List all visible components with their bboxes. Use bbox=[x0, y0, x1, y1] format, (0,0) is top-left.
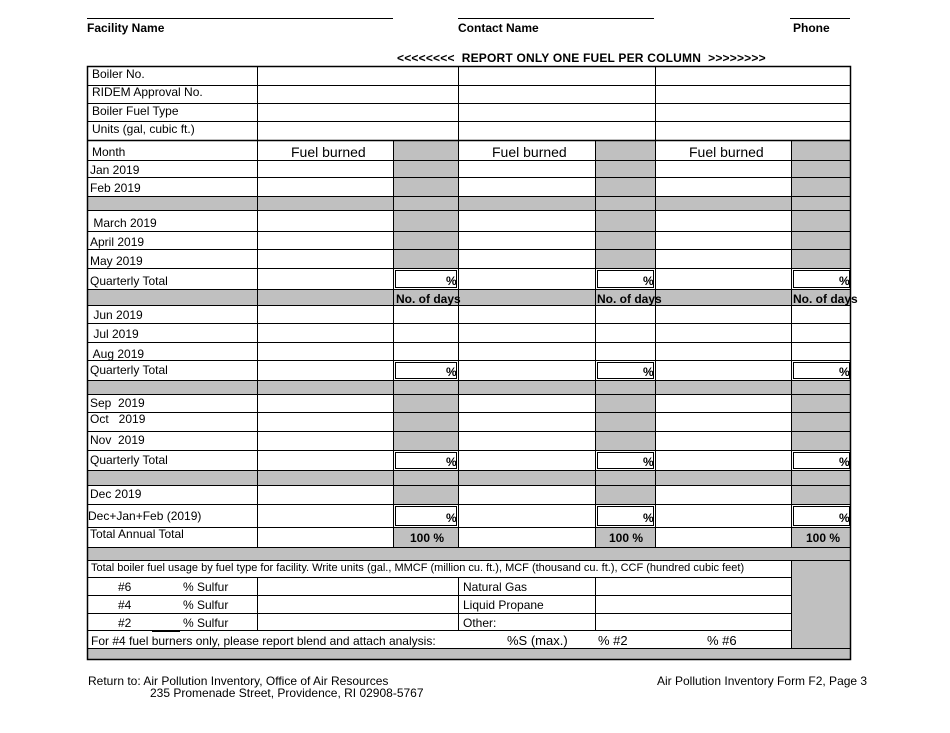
other-fuel-label: Other: bbox=[463, 616, 497, 630]
pct-q2-c2: % bbox=[643, 365, 654, 379]
month-header: Month bbox=[92, 145, 126, 159]
month-nov: Nov 2019 bbox=[90, 433, 145, 447]
phone-label: Phone bbox=[793, 21, 830, 35]
pct-q4-c2: % bbox=[643, 511, 654, 525]
no-of-days-2: No. of days bbox=[597, 292, 662, 306]
oil4-label: #4 bbox=[118, 598, 132, 612]
pct-q2-c1: % bbox=[446, 365, 457, 379]
no-of-days-3: No. of days bbox=[793, 292, 858, 306]
month-dec: Dec 2019 bbox=[90, 487, 142, 501]
pct-q3-c3: % bbox=[839, 455, 850, 469]
pct-q1-c3: % bbox=[839, 274, 850, 288]
month-jun: Jun 2019 bbox=[90, 308, 143, 322]
annual-pct-3: 100 % bbox=[806, 531, 841, 545]
month-jul: Jul 2019 bbox=[90, 327, 139, 341]
oil2-label: #2 bbox=[118, 616, 132, 630]
month-oct: Oct 2019 bbox=[90, 412, 146, 426]
quarterly-total-3: Quarterly Total bbox=[90, 453, 168, 467]
annual-pct-1: 100 % bbox=[410, 531, 445, 545]
pct-q3-c1: % bbox=[446, 455, 457, 469]
month-may: May 2019 bbox=[90, 254, 143, 268]
fuel-burned-header-2: Fuel burned bbox=[492, 144, 567, 160]
pct-q3-c2: % bbox=[643, 455, 654, 469]
quarterly-total-2: Quarterly Total bbox=[90, 363, 168, 377]
month-feb: Feb 2019 bbox=[90, 181, 141, 195]
pct-no6-label: % #6 bbox=[707, 633, 737, 648]
pct-q1-c2: % bbox=[643, 274, 654, 288]
report-banner: <<<<<<<< REPORT ONLY ONE FUEL PER COLUMN >>>>>>>> bbox=[397, 51, 766, 65]
summary-instructions: Total boiler fuel usage by fuel type for facility. Write units (gal., MMCF (million cu. ft.), MCF (thousand cu. ft.), CCF (hundred cubic feet) bbox=[91, 562, 745, 574]
month-mar: March 2019 bbox=[90, 216, 157, 230]
quarterly-total-1: Quarterly Total bbox=[90, 274, 168, 288]
ridem-approval-label: RIDEM Approval No. bbox=[92, 85, 203, 99]
facility-name-label: Facility Name bbox=[87, 21, 165, 35]
pct-q2-c3: % bbox=[839, 365, 850, 379]
fuel-burned-header-1: Fuel burned bbox=[291, 144, 366, 160]
liquid-propane-label: Liquid Propane bbox=[463, 598, 544, 612]
contact-name-label: Contact Name bbox=[458, 21, 539, 35]
boiler-no-label: Boiler No. bbox=[92, 67, 145, 81]
month-apr: April 2019 bbox=[90, 235, 145, 249]
pct-q4-c1: % bbox=[446, 511, 457, 525]
annual-pct-2: 100 % bbox=[609, 531, 644, 545]
oil2-sulfur-label: % Sulfur bbox=[183, 616, 229, 630]
month-aug: Aug 2019 bbox=[90, 347, 145, 361]
oil6-label: #6 bbox=[118, 580, 132, 594]
return-address: 235 Promenade Street, Providence, RI 02908-5767 bbox=[150, 686, 424, 700]
form-id: Air Pollution Inventory Form F2, Page 3 bbox=[657, 674, 868, 688]
boiler-fuel-type-label: Boiler Fuel Type bbox=[92, 104, 179, 118]
units-label: Units (gal, cubic ft.) bbox=[92, 122, 195, 136]
no-of-days-1: No. of days bbox=[396, 292, 461, 306]
pct-q4-c3: % bbox=[839, 511, 850, 525]
month-dec-jan-feb: Dec+Jan+Feb (2019) bbox=[88, 509, 202, 523]
s-max-label: %S (max.) bbox=[507, 633, 568, 648]
oil4-sulfur-label: % Sulfur bbox=[183, 598, 229, 612]
fuel-burned-header-3: Fuel burned bbox=[689, 144, 764, 160]
blend-note: For #4 fuel burners only, please report blend and attach analysis: bbox=[91, 634, 436, 648]
return-to-text: Return to: Air Pollution Inventory, Office of Air Resources bbox=[88, 674, 389, 688]
month-sep: Sep 2019 bbox=[90, 396, 145, 410]
month-jan: Jan 2019 bbox=[90, 163, 140, 177]
natural-gas-label: Natural Gas bbox=[463, 580, 528, 594]
oil6-sulfur-label: % Sulfur bbox=[183, 580, 229, 594]
pct-no2-label: % #2 bbox=[598, 633, 628, 648]
pct-q1-c1: % bbox=[446, 274, 457, 288]
total-annual-label: Total Annual Total bbox=[90, 527, 184, 541]
